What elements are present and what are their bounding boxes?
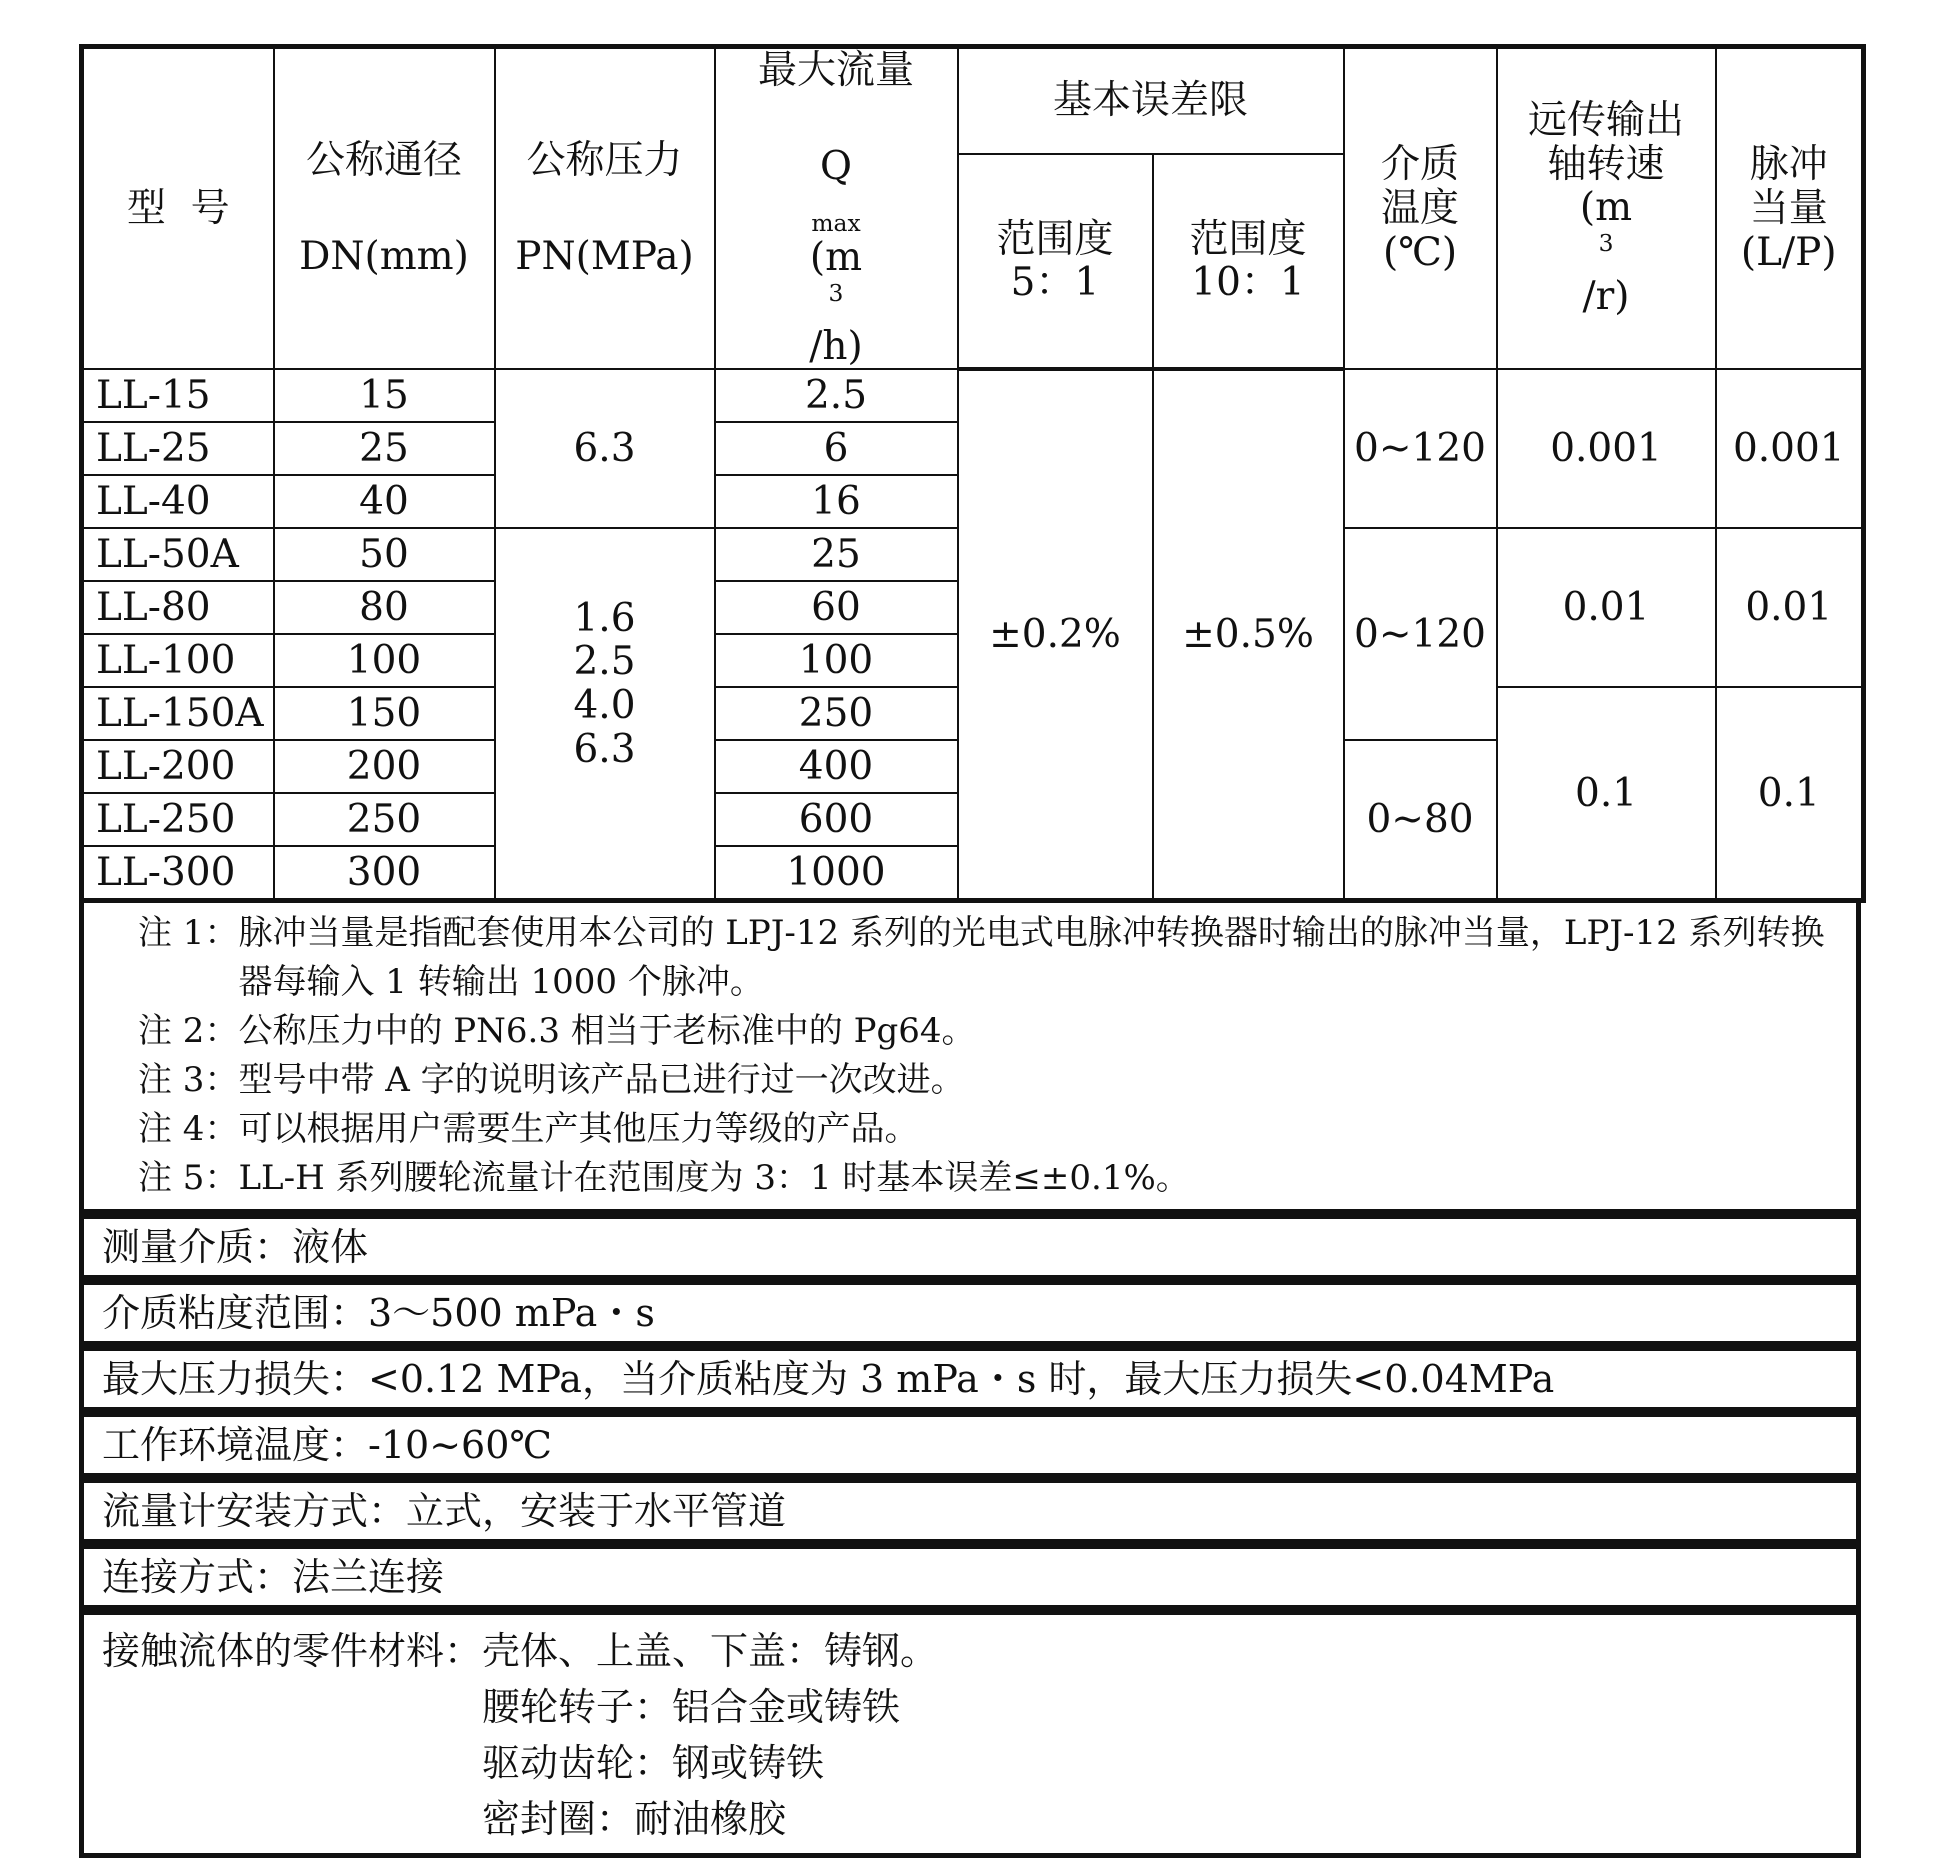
dn-cell: 50 bbox=[274, 528, 495, 581]
header-medium-temp: 介质 温度 (℃) bbox=[1344, 47, 1497, 370]
info-pressure-loss: 最大压力损失：<0.12 MPa，当介质粘度为 3 mPa・s 时，最大压力损失<0.04MPa bbox=[79, 1346, 1861, 1412]
header-range-5-1: 范围度 5：1 bbox=[958, 154, 1153, 369]
pressure-group-2: 1.6 2.5 4.0 6.3 bbox=[495, 528, 715, 901]
dn-cell: 200 bbox=[274, 740, 495, 793]
model-cell: LL-200 bbox=[82, 740, 274, 793]
qmax-cell: 16 bbox=[715, 475, 958, 528]
dn-cell: 300 bbox=[274, 846, 495, 901]
model-cell: LL-300 bbox=[82, 846, 274, 901]
model-cell: LL-80 bbox=[82, 581, 274, 634]
note-item: 注 1： 脉冲当量是指配套使用本公司的 LPJ-12 系列的光电式电脉冲转换器时输出的脉冲当量，LPJ-12 系列转换器每输入 1 转输出 1000 个脉冲。 bbox=[138, 913, 1825, 1003]
info-medium: 测量介质：液体 bbox=[79, 1214, 1861, 1280]
info-connection: 连接方式：法兰连接 bbox=[79, 1544, 1861, 1610]
model-cell: LL-40 bbox=[82, 475, 274, 528]
materials-list bbox=[482, 1623, 938, 1847]
model-cell: LL-100 bbox=[82, 634, 274, 687]
note-item: 注 3： 型号中带 A 字的说明该产品已进行过一次改进。 bbox=[138, 1060, 965, 1101]
header-nominal-pressure: 公称压力 PN(MPa) bbox=[495, 47, 715, 370]
pulse-cell-3: 0.1 bbox=[1716, 687, 1864, 901]
materials-item: 驱动齿轮：钢或铸铁 bbox=[482, 1741, 825, 1786]
qmax-cell: 60 bbox=[715, 581, 958, 634]
notes-section bbox=[79, 903, 1861, 1214]
error-5-1-cell: ±0.2% bbox=[958, 369, 1153, 901]
temp-cell-3: 0~80 bbox=[1344, 740, 1497, 901]
qmax-cell: 1000 bbox=[715, 846, 958, 901]
dn-cell: 250 bbox=[274, 793, 495, 846]
temp-cell-2: 0~120 bbox=[1344, 528, 1497, 740]
note-item: 注 5： LL-H 系列腰轮流量计在范围度为 3：1 时基本误差≤±0.1%。 bbox=[138, 1158, 1190, 1199]
info-viscosity: 介质粘度范围：3～500 mPa・s bbox=[79, 1280, 1861, 1346]
info-ambient-temp: 工作环境温度：-10~60℃ bbox=[79, 1412, 1861, 1478]
qmax-cell: 600 bbox=[715, 793, 958, 846]
table-row bbox=[82, 369, 1864, 422]
qmax-cell: 250 bbox=[715, 687, 958, 740]
model-cell: LL-15 bbox=[82, 369, 274, 422]
model-cell: LL-50A bbox=[82, 528, 274, 581]
dn-cell: 80 bbox=[274, 581, 495, 634]
model-cell: LL-150A bbox=[82, 687, 274, 740]
dn-cell: 40 bbox=[274, 475, 495, 528]
model-cell: LL-250 bbox=[82, 793, 274, 846]
spec-table bbox=[79, 44, 1866, 903]
materials-item: 密封圈：耐油橡胶 bbox=[482, 1797, 787, 1842]
header-max-flow: 最大流量 Q $_{max}$ (m $^3$ /h) bbox=[715, 47, 958, 370]
speed-cell-3: 0.1 bbox=[1497, 687, 1716, 901]
model-cell: LL-25 bbox=[82, 422, 274, 475]
note-item: 注 2： 公称压力中的 PN6.3 相当于老标准中的 Pg64。 bbox=[138, 1011, 976, 1052]
temp-cell-1: 0~120 bbox=[1344, 369, 1497, 528]
header-pulse: 脉冲 当量 (L/P) bbox=[1716, 47, 1864, 370]
note-item: 注 4： 可以根据用户需要生产其他压力等级的产品。 bbox=[138, 1109, 919, 1150]
pulse-cell-2: 0.01 bbox=[1716, 528, 1864, 687]
pulse-cell-1: 0.001 bbox=[1716, 369, 1864, 528]
header-remote-speed: 远传输出 轴转速 (m $^3$ /r) bbox=[1497, 47, 1716, 370]
materials-section bbox=[79, 1610, 1861, 1858]
info-installation: 流量计安装方式：立式，安装于水平管道 bbox=[79, 1478, 1861, 1544]
header-error-limit: 基本误差限 bbox=[958, 47, 1344, 155]
error-10-1-cell: ±0.5% bbox=[1153, 369, 1344, 901]
dn-cell: 15 bbox=[274, 369, 495, 422]
qmax-cell: 400 bbox=[715, 740, 958, 793]
dn-cell: 100 bbox=[274, 634, 495, 687]
qmax-cell: 100 bbox=[715, 634, 958, 687]
spec-sheet bbox=[79, 44, 1861, 1858]
materials-label: 接触流体的零件材料： bbox=[102, 1629, 483, 1674]
materials-item: 腰轮转子：铝合金或铸铁 bbox=[482, 1685, 901, 1730]
dn-cell: 150 bbox=[274, 687, 495, 740]
header-model: 型 号 bbox=[82, 47, 274, 370]
header-nominal-diameter: 公称通径 DN(mm) bbox=[274, 47, 495, 370]
speed-cell-2: 0.01 bbox=[1497, 528, 1716, 687]
dn-cell: 25 bbox=[274, 422, 495, 475]
speed-cell-1: 0.001 bbox=[1497, 369, 1716, 528]
qmax-cell: 25 bbox=[715, 528, 958, 581]
header-range-10-1: 范围度 10：1 bbox=[1153, 154, 1344, 369]
materials-item: 壳体、上盖、下盖：铸钢。 bbox=[482, 1629, 939, 1674]
pressure-group-1: 6.3 bbox=[495, 369, 715, 528]
qmax-cell: 6 bbox=[715, 422, 958, 475]
qmax-cell: 2.5 bbox=[715, 369, 958, 422]
